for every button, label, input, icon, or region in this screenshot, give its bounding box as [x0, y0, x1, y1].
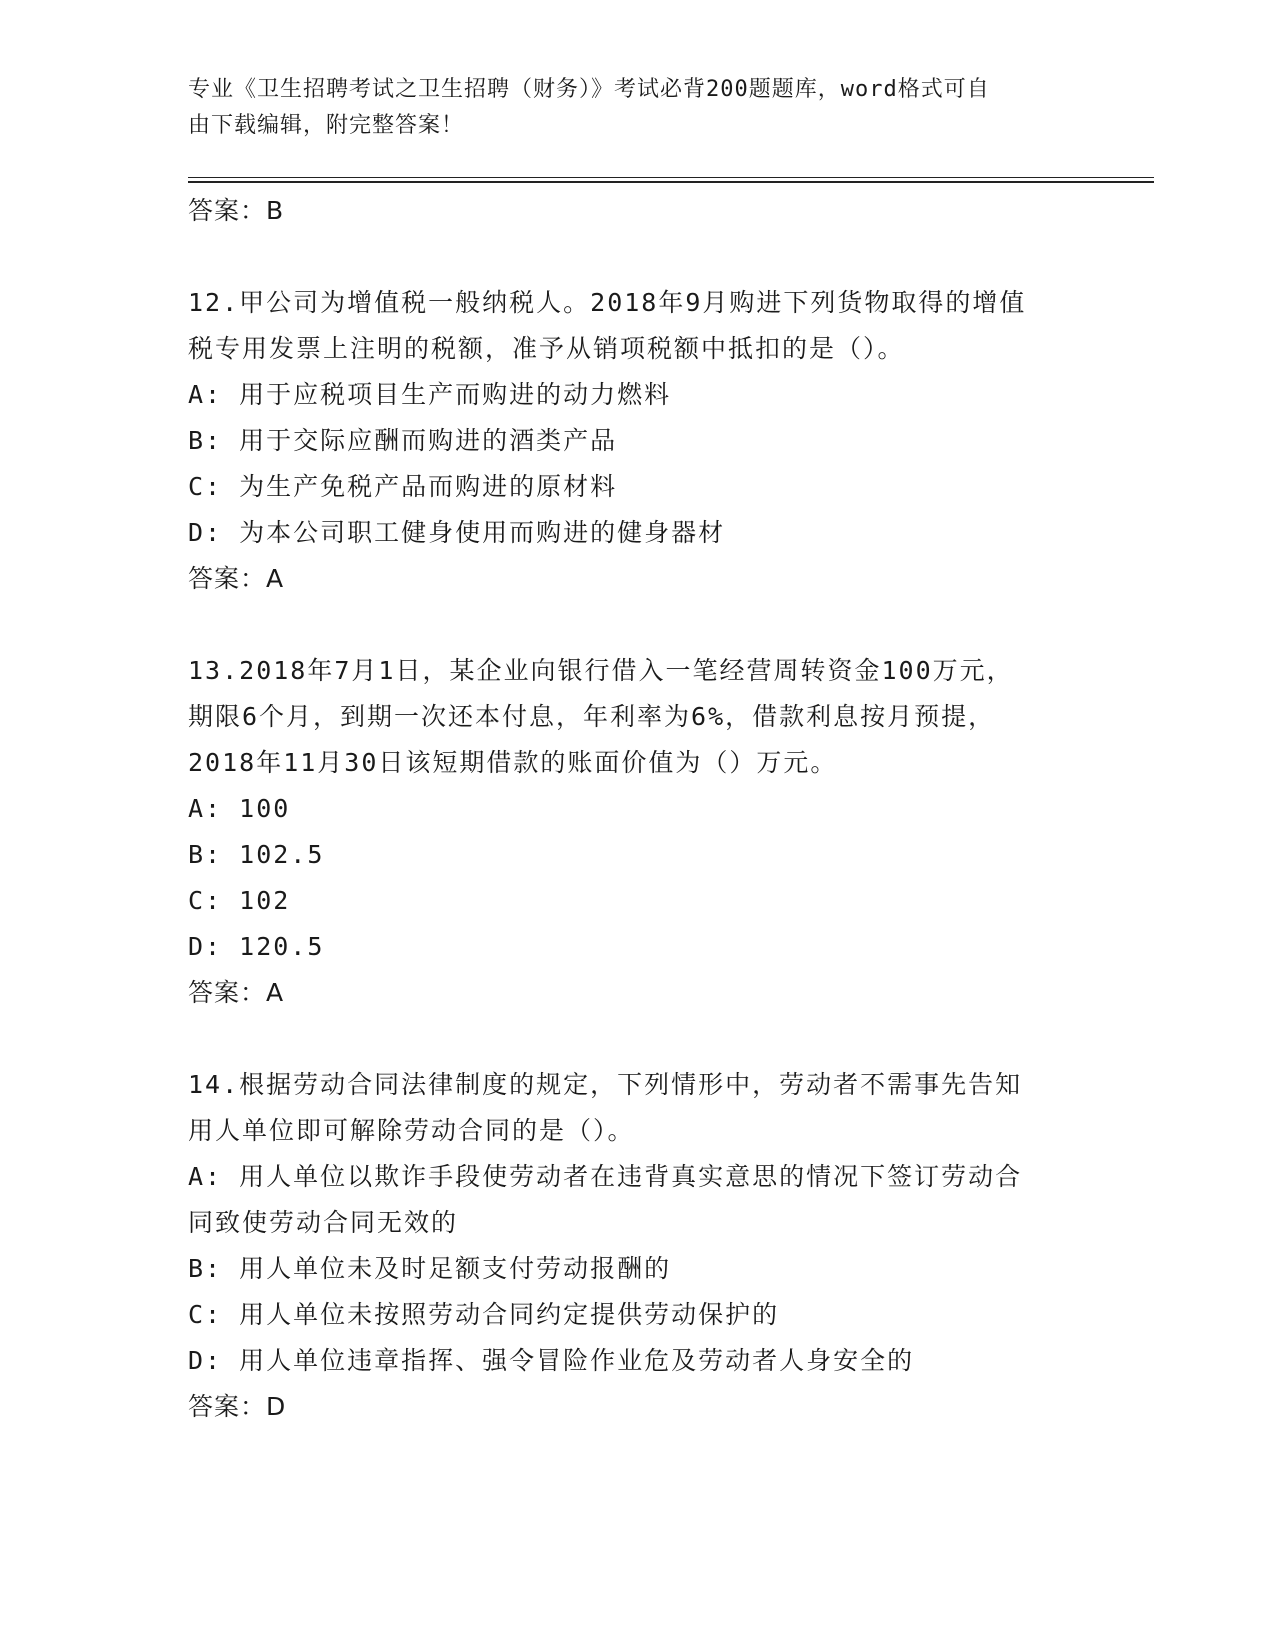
question-stem: 期限6个月，到期一次还本付息，年利率为6%，借款利息按月预提， — [188, 702, 996, 731]
document-header — [188, 72, 1068, 144]
answer: 答案：A — [188, 564, 285, 593]
question-13 — [188, 648, 1088, 1016]
option-b: B: 用人单位未及时足额支付劳动报酬的 — [188, 1254, 672, 1283]
question-stem: 13.2018年7月1日，某企业向银行借入一笔经营周转资金100万元， — [188, 656, 1014, 685]
option-a-continued: 同致使劳动合同无效的 — [188, 1208, 459, 1237]
option-a: A: 用人单位以欺诈手段使劳动者在违背真实意思的情况下签订劳动合 — [188, 1162, 1023, 1191]
header-rule-thick — [188, 181, 1154, 183]
answer: 答案：D — [188, 1392, 287, 1421]
question-stem: 12.甲公司为增值税一般纳税人。2018年9月购进下列货物取得的增值 — [188, 288, 1027, 317]
spacer — [188, 602, 1088, 648]
answer: 答案：A — [188, 978, 285, 1007]
option-c: C: 为生产免税产品而购进的原材料 — [188, 472, 618, 501]
option-c: C: 用人单位未按照劳动合同约定提供劳动保护的 — [188, 1300, 780, 1329]
option-b: B: 用于交际应酬而购进的酒类产品 — [188, 426, 618, 455]
spacer — [188, 234, 1088, 280]
question-stem: 2018年11月30日该短期借款的账面价值为（）万元。 — [188, 748, 838, 777]
question-12 — [188, 280, 1088, 602]
spacer — [188, 1016, 1088, 1062]
option-c: C: 102 — [188, 886, 291, 915]
header-rule-thin — [188, 177, 1154, 178]
question-14 — [188, 1062, 1088, 1430]
option-a: A: 用于应税项目生产而购进的动力燃料 — [188, 380, 672, 409]
option-d: D: 用人单位违章指挥、强令冒险作业危及劳动者人身安全的 — [188, 1346, 915, 1375]
option-b: B: 102.5 — [188, 840, 325, 869]
header-line-2: 由下载编辑，附完整答案！ — [188, 113, 465, 138]
option-a: A: 100 — [188, 794, 291, 823]
answer-q11: 答案：B — [188, 196, 285, 225]
question-stem: 用人单位即可解除劳动合同的是（）。 — [188, 1116, 635, 1145]
option-d: D: 为本公司职工健身使用而购进的健身器材 — [188, 518, 726, 547]
question-stem: 税专用发票上注明的税额，准予从销项税额中抵扣的是（）。 — [188, 334, 905, 363]
option-d: D: 120.5 — [188, 932, 325, 961]
question-list — [188, 188, 1088, 1430]
question-stem: 14.根据劳动合同法律制度的规定，下列情形中，劳动者不需事先告知 — [188, 1070, 1023, 1099]
header-line-1: 专业《卫生招聘考试之卫生招聘（财务）》考试必背200题题库，word格式可自 — [188, 77, 990, 102]
